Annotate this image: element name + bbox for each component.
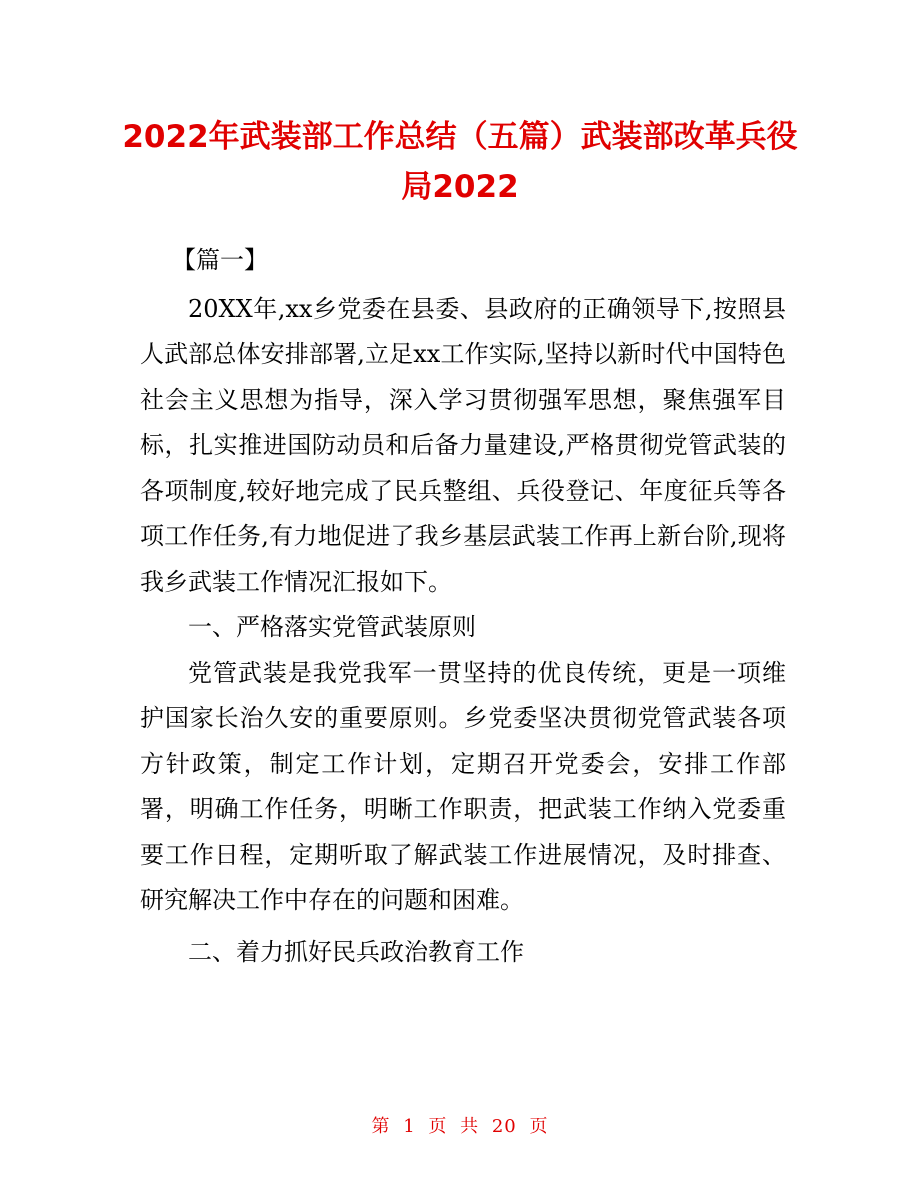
section-tag: 【篇一】 (172, 246, 268, 274)
section-heading-2: 二、着力抓好民兵政治教育工作 (188, 937, 524, 966)
document-title: 2022年武装部工作总结（五篇）武装部改革兵役局2022 (122, 119, 798, 205)
document-body (140, 238, 786, 975)
section-heading-1: 一、严格落实党管武装原则 (188, 613, 476, 641)
paragraph-intro: 20XX年,xx乡党委在县委、县政府的正确领导下,按照县人武部总体安排部署,立足xx工作实际,坚持以新时代中国特色社会主义思想为指导，深入学习贯彻强军思想，聚焦强军目标，扎实推进国防动员和后备力量建设,严格贯彻党管武装的各项制度,较好地完成了民兵整组、兵役登记、年度征兵等各项工作任务,有力地促进了我乡基层武装工作再上新台阶,现将我乡武装工作情况汇报如下。 (140, 294, 786, 596)
page-number-footer: 第 1 页 共 20 页 (371, 1116, 549, 1137)
paragraph-section-1: 党管武装是我党我军一贯坚持的优良传统，更是一项维护国家长治久安的重要原则。乡党委坚决贯彻党管武装各项方针政策，制定工作计划，定期召开党委会，安排工作部署，明确工作任务，明晰工作职责，把武装工作纳入党委重要工作日程，定期听取了解武装工作进展情况，及时排查、研究解决工作中存在的问题和困难。 (140, 658, 786, 914)
